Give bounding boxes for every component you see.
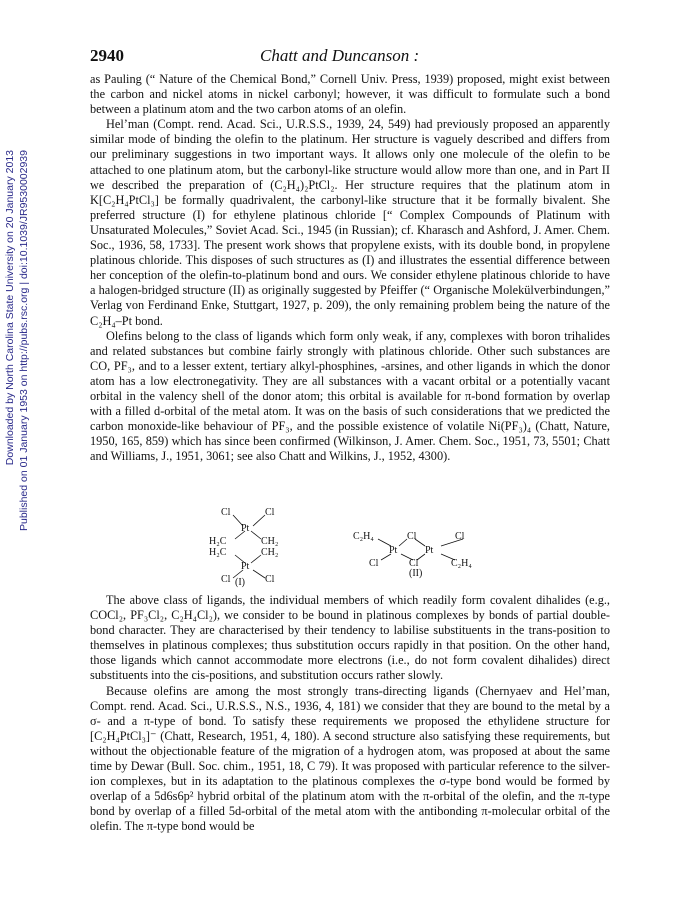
body-text-top	[90, 72, 610, 464]
paragraph: The above class of ligands, the individual members of which readily form covalent dihalides (e.g., COCl₂, PF₃Cl₂, C₂H₄Cl₂), we consider to be bound in platinous complexes by bonds of partial double-bond character. They are characterised by their tendency to labilise substituents in the trans-position to themselves in platinous complexes; thus substitution occurs rapidly in that position. On the other hand, those ligands which cannot accommodate more electrons (i.e., do not form covalent dihalides) direct substituents into the cis-positions, and substitution occurs rather slowly.	[90, 593, 610, 683]
page-number: 2940	[90, 46, 124, 65]
paragraph: Olefins belong to the class of ligands which form only weak, if any, complexes with boron trihalides and related substances but combine fairly strongly with platinous chloride. Other such substances are CO, PF₃, and to a lesser extent, tertiary alkyl-phosphines, -arsines, and other ligands in which the donor atom has a low electronegativity. They are all substances with a vacant orbital or a potentially vacant orbital in the valency shell of the donor atom; this orbital is available for π-bond formation by overlap with a filled d-orbital of the metal atom. It was on the basis of such considerations that we predicted the carbon monoxide-like behaviour of PF₃, and the possible existence of volatile Ni(PF₃)₄ (Chatt, Nature, 1950, 165, 859) which has since been confirmed (Wilkinson, J. Amer. Chem. Soc., 1951, 73, 5501; Chatt and Williams, J., 1951, 3061; see also Chatt and Wilkins, J., 1952, 4300).	[90, 328, 610, 464]
publication-doi-notice[interactable]: Published on 01 January 1953 on http://pubs.rsc.org | doi:10.1039/JR9530002939	[18, 150, 30, 532]
structure-I-h2c-upper: H₂C	[209, 536, 227, 547]
running-head: Chatt and Duncanson :	[260, 46, 420, 65]
structure-II-cl-bridge-top: Cl	[407, 531, 417, 542]
structure-II-cl-bottom-left: Cl	[369, 558, 379, 569]
structure-I-caption: (I)	[235, 577, 245, 588]
structure-II-c2h4-left: C₂H₄	[353, 531, 374, 542]
structure-figure	[195, 506, 525, 586]
structure-II-pt-right: Pt	[425, 545, 434, 556]
structure-I-pt-top: Pt	[241, 523, 250, 534]
structure-I-ch2-lower: CH₂	[261, 547, 279, 558]
structure-II-c2h4-right: C₂H₄	[451, 558, 472, 569]
structure-I-pt-bottom: Pt	[241, 561, 250, 572]
structure-II-cl-bridge-bottom: Cl	[409, 558, 419, 569]
structure-I-ch2-upper: CH₂	[261, 536, 279, 547]
paragraph: as Pauling (“ Nature of the Chemical Bond,” Cornell Univ. Press, 1939) proposed, might exist between the carbon and nickel atoms in nickel carbonyl; however, it was difficult to formulate such a bond between a platinum atom and the two carbon atoms of an olefin.	[90, 72, 610, 117]
body-text-bottom	[90, 593, 610, 835]
download-watermark	[4, 150, 40, 750]
page-header	[90, 46, 610, 68]
structure-diagram	[195, 506, 525, 586]
structure-I-h2c-lower: H₂C	[209, 547, 227, 558]
structure-I-cl-top-right: Cl	[265, 507, 275, 518]
paragraph: Hel’man (Compt. rend. Acad. Sci., U.R.S.S., 1939, 24, 549) had previously proposed an apparently similar mode of binding the olefin to the platinum. Her structure is vaguely described and differs from our preliminary suggestions in two important ways. It allows only one molecule of the olefin to be attached to one platinum atom, but the carbonyl-like structure would allow more than one, and in Part II we described the preparation of (C₂H₄)₂PtCl₂. Her structure requires that the platinum atom in K[C₂H₄PtCl₃] be formally quadrivalent, the carbonyl-like structure that it be formally bivalent. She preferred structure (I) for ethylene platinous chloride [“ Complex Compounds of Platinum with Unsaturated Molecules,” Soviet Acad. Sci., 1945 (in Russian); cf. Kharasch and Ashford, J. Amer. Chem. Soc., 1936, 58, 1733]. The present work shows that propylene exists, with its double bond, in propylene platinous chloride. This disposes of such structures as (I) and illustrates the essential difference between her conception of the olefin-to-platinum bond and ours. We consider ethylene platinous chloride to have a halogen-bridged structure (II) as originally suggested by Pfeiffer (“ Organische Molekülverbindungen,” Verlag von Ferdinand Enke, Stuttgart, 1927, p. 209), the only remaining problem being the nature of the C₂H₄–Pt bond.	[90, 117, 610, 328]
structure-II-caption: (II)	[409, 568, 423, 579]
structure-II-cl-top-right: Cl	[455, 531, 465, 542]
structure-I-cl-bottom-right: Cl	[265, 574, 275, 585]
structure-II-pt-left: Pt	[389, 545, 398, 556]
structure-I-cl-bottom-left: Cl	[221, 574, 231, 585]
structure-I-cl-top-left: Cl	[221, 507, 231, 518]
download-notice: Downloaded by North Carolina State University on 20 January 2013	[4, 150, 16, 466]
paragraph: Because olefins are among the most strongly trans-directing ligands (Chernyaev and Hel’man, Compt. rend. Acad. Sci., U.R.S.S., N.S., 1936, 4, 181) we consider that they are bound to the metal by a σ- and a π-type of bond. To satisfy these requirements we proposed the ethylidene structure for [C₂H₄PtCl₃]⁻ (Chatt, Research, 1951, 4, 180). A second structure also satisfying these requirements, but without the objectionable feature of the migration of a hydrogen atom, was proposed at about the same time by Dewar (Bull. Soc. chim., 1951, 18, C 79). It was proposed with particular reference to the silver-ion complexes, but in its adaptation to the platinous complexes the σ-type bond would be formed by overlap of a 5d6s6p² hybrid orbital of the platinum atom with the π-orbital of the olefin, and the π-type bond by overlap of a filled 5d-orbital of the metal atom with the antibonding π-molecular orbital of the olefin. The π-type bond would be	[90, 683, 610, 834]
